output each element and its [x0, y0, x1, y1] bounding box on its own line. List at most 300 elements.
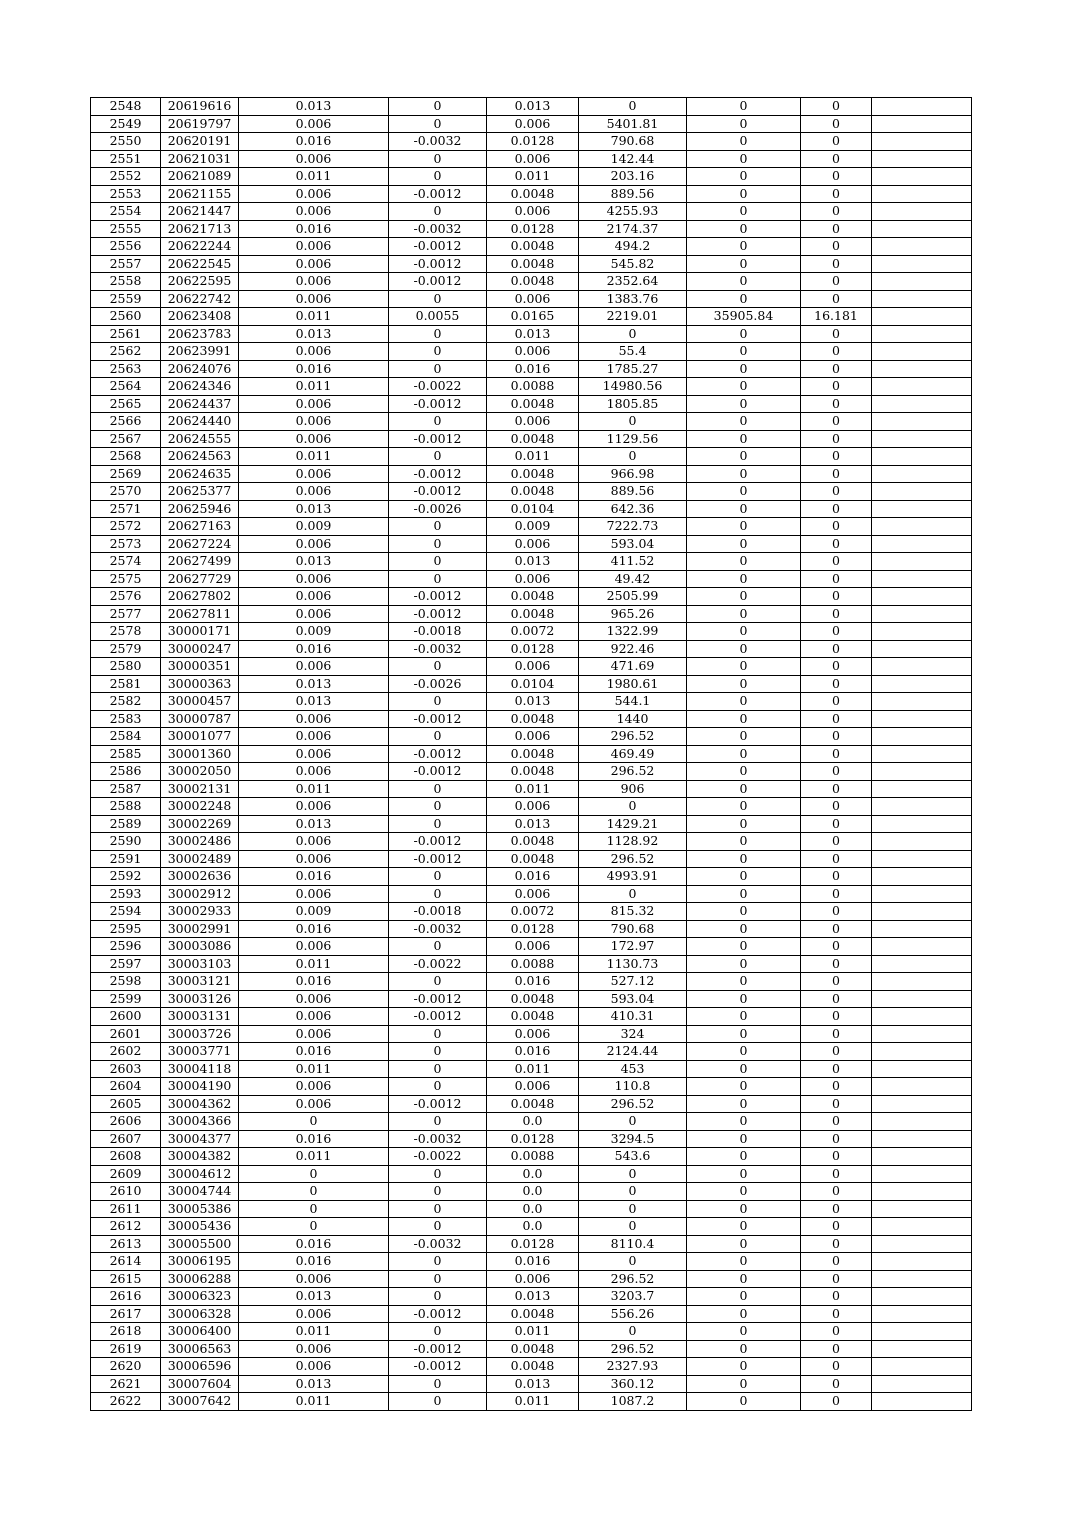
empty-cell — [872, 1043, 972, 1061]
ratio-cell: 0 — [801, 1288, 872, 1306]
amount-cell: 14980.56 — [579, 378, 687, 396]
table-row — [91, 168, 972, 186]
id-cell: 30005436 — [161, 1218, 239, 1236]
total-cell: 0 — [687, 1183, 801, 1201]
value-a-cell: 0.006 — [239, 658, 389, 676]
value-a-cell: 0.006 — [239, 465, 389, 483]
id-cell: 20625377 — [161, 483, 239, 501]
value-b-cell: 0.0048 — [487, 273, 579, 291]
empty-cell — [872, 220, 972, 238]
value-b-cell: 0.006 — [487, 343, 579, 361]
table-row — [91, 483, 972, 501]
adjust-cell: -0.0032 — [389, 1235, 487, 1253]
ratio-cell: 0 — [801, 553, 872, 571]
amount-cell: 2327.93 — [579, 1358, 687, 1376]
total-cell: 0 — [687, 675, 801, 693]
empty-cell — [872, 1025, 972, 1043]
value-a-cell: 0.011 — [239, 1393, 389, 1411]
total-cell: 0 — [687, 553, 801, 571]
id-cell: 20622742 — [161, 290, 239, 308]
id-cell: 30004366 — [161, 1113, 239, 1131]
row-index-cell: 2579 — [91, 640, 161, 658]
value-a-cell: 0.006 — [239, 395, 389, 413]
table-row — [91, 98, 972, 116]
value-b-cell: 0.011 — [487, 780, 579, 798]
id-cell: 30003086 — [161, 938, 239, 956]
value-b-cell: 0.0048 — [487, 238, 579, 256]
empty-cell — [872, 833, 972, 851]
value-a-cell: 0.006 — [239, 745, 389, 763]
ratio-cell: 0 — [801, 98, 872, 116]
id-cell: 20624563 — [161, 448, 239, 466]
total-cell: 0 — [687, 273, 801, 291]
table-row — [91, 1235, 972, 1253]
value-a-cell: 0.013 — [239, 1375, 389, 1393]
value-a-cell: 0.006 — [239, 850, 389, 868]
id-cell: 20621713 — [161, 220, 239, 238]
total-cell: 0 — [687, 1200, 801, 1218]
adjust-cell: -0.0012 — [389, 833, 487, 851]
value-a-cell: 0.011 — [239, 1323, 389, 1341]
table-row — [91, 1130, 972, 1148]
total-cell: 0 — [687, 1253, 801, 1271]
table-row — [91, 1060, 972, 1078]
row-index-cell: 2550 — [91, 133, 161, 151]
adjust-cell: 0.0055 — [389, 308, 487, 326]
total-cell: 0 — [687, 745, 801, 763]
table-row — [91, 710, 972, 728]
value-a-cell: 0.011 — [239, 168, 389, 186]
adjust-cell: 0 — [389, 885, 487, 903]
amount-cell: 1440 — [579, 710, 687, 728]
empty-cell — [872, 623, 972, 641]
value-b-cell: 0.0048 — [487, 990, 579, 1008]
ratio-cell: 0 — [801, 693, 872, 711]
adjust-cell: -0.0012 — [389, 605, 487, 623]
row-index-cell: 2572 — [91, 518, 161, 536]
total-cell: 0 — [687, 150, 801, 168]
value-a-cell: 0.011 — [239, 955, 389, 973]
total-cell: 0 — [687, 850, 801, 868]
row-index-cell: 2594 — [91, 903, 161, 921]
empty-cell — [872, 780, 972, 798]
empty-cell — [872, 1288, 972, 1306]
amount-cell: 545.82 — [579, 255, 687, 273]
total-cell: 0 — [687, 833, 801, 851]
empty-cell — [872, 553, 972, 571]
ratio-cell: 0 — [801, 675, 872, 693]
row-index-cell: 2581 — [91, 675, 161, 693]
empty-cell — [872, 920, 972, 938]
empty-cell — [872, 1218, 972, 1236]
row-index-cell: 2576 — [91, 588, 161, 606]
id-cell: 30003121 — [161, 973, 239, 991]
value-b-cell: 0.013 — [487, 325, 579, 343]
ratio-cell: 0 — [801, 973, 872, 991]
table-row — [91, 343, 972, 361]
amount-cell: 469.49 — [579, 745, 687, 763]
ratio-cell: 0 — [801, 1323, 872, 1341]
value-a-cell: 0.011 — [239, 1148, 389, 1166]
row-index-cell: 2564 — [91, 378, 161, 396]
row-index-cell: 2607 — [91, 1130, 161, 1148]
value-b-cell: 0.0 — [487, 1165, 579, 1183]
value-a-cell: 0.006 — [239, 710, 389, 728]
empty-cell — [872, 378, 972, 396]
empty-cell — [872, 325, 972, 343]
empty-cell — [872, 150, 972, 168]
total-cell: 0 — [687, 203, 801, 221]
total-cell: 0 — [687, 465, 801, 483]
amount-cell: 296.52 — [579, 1270, 687, 1288]
id-cell: 20622244 — [161, 238, 239, 256]
table-row — [91, 955, 972, 973]
table-row — [91, 273, 972, 291]
table-row — [91, 1340, 972, 1358]
amount-cell: 966.98 — [579, 465, 687, 483]
value-a-cell: 0.006 — [239, 203, 389, 221]
total-cell: 0 — [687, 518, 801, 536]
row-index-cell: 2571 — [91, 500, 161, 518]
ratio-cell: 0 — [801, 535, 872, 553]
adjust-cell: 0 — [389, 518, 487, 536]
adjust-cell: 0 — [389, 98, 487, 116]
table-row — [91, 1025, 972, 1043]
total-cell: 0 — [687, 1358, 801, 1376]
value-a-cell: 0.016 — [239, 1253, 389, 1271]
id-cell: 30006195 — [161, 1253, 239, 1271]
amount-cell: 1129.56 — [579, 430, 687, 448]
value-a-cell: 0 — [239, 1218, 389, 1236]
table-row — [91, 815, 972, 833]
total-cell: 0 — [687, 1113, 801, 1131]
empty-cell — [872, 1340, 972, 1358]
total-cell: 0 — [687, 973, 801, 991]
adjust-cell: -0.0022 — [389, 955, 487, 973]
amount-cell: 471.69 — [579, 658, 687, 676]
empty-cell — [872, 115, 972, 133]
table-row — [91, 728, 972, 746]
row-index-cell: 2566 — [91, 413, 161, 431]
ratio-cell: 0 — [801, 1305, 872, 1323]
empty-cell — [872, 693, 972, 711]
ratio-cell: 0 — [801, 728, 872, 746]
total-cell: 0 — [687, 815, 801, 833]
table-row — [91, 850, 972, 868]
ratio-cell: 0 — [801, 1095, 872, 1113]
value-b-cell: 0.0048 — [487, 255, 579, 273]
id-cell: 20624440 — [161, 413, 239, 431]
adjust-cell: -0.0012 — [389, 1340, 487, 1358]
id-cell: 20621447 — [161, 203, 239, 221]
value-a-cell: 0 — [239, 1113, 389, 1131]
adjust-cell: -0.0026 — [389, 675, 487, 693]
table-row — [91, 185, 972, 203]
total-cell: 0 — [687, 903, 801, 921]
value-a-cell: 0.011 — [239, 780, 389, 798]
table-row — [91, 658, 972, 676]
total-cell: 0 — [687, 1305, 801, 1323]
id-cell: 30002269 — [161, 815, 239, 833]
total-cell: 0 — [687, 693, 801, 711]
empty-cell — [872, 1078, 972, 1096]
value-b-cell: 0.013 — [487, 1288, 579, 1306]
value-a-cell: 0 — [239, 1183, 389, 1201]
row-index-cell: 2601 — [91, 1025, 161, 1043]
amount-cell: 296.52 — [579, 763, 687, 781]
id-cell: 20623408 — [161, 308, 239, 326]
amount-cell: 8110.4 — [579, 1235, 687, 1253]
value-a-cell: 0.013 — [239, 98, 389, 116]
table-row — [91, 780, 972, 798]
empty-cell — [872, 745, 972, 763]
empty-cell — [872, 570, 972, 588]
total-cell: 35905.84 — [687, 308, 801, 326]
ratio-cell: 0 — [801, 850, 872, 868]
row-index-cell: 2578 — [91, 623, 161, 641]
amount-cell: 593.04 — [579, 535, 687, 553]
value-a-cell: 0.006 — [239, 1358, 389, 1376]
amount-cell: 1322.99 — [579, 623, 687, 641]
table-row — [91, 308, 972, 326]
amount-cell: 453 — [579, 1060, 687, 1078]
amount-cell: 110.8 — [579, 1078, 687, 1096]
table-row — [91, 1095, 972, 1113]
value-b-cell: 0.006 — [487, 1078, 579, 1096]
id-cell: 20625946 — [161, 500, 239, 518]
total-cell: 0 — [687, 658, 801, 676]
value-a-cell: 0.006 — [239, 273, 389, 291]
amount-cell: 2352.64 — [579, 273, 687, 291]
row-index-cell: 2616 — [91, 1288, 161, 1306]
table-row — [91, 693, 972, 711]
value-b-cell: 0.0048 — [487, 465, 579, 483]
ratio-cell: 16.181 — [801, 308, 872, 326]
adjust-cell: 0 — [389, 1113, 487, 1131]
ratio-cell: 0 — [801, 1148, 872, 1166]
value-b-cell: 0.0165 — [487, 308, 579, 326]
ratio-cell: 0 — [801, 798, 872, 816]
amount-cell: 2124.44 — [579, 1043, 687, 1061]
empty-cell — [872, 430, 972, 448]
total-cell: 0 — [687, 570, 801, 588]
row-index-cell: 2549 — [91, 115, 161, 133]
row-index-cell: 2615 — [91, 1270, 161, 1288]
adjust-cell: -0.0032 — [389, 133, 487, 151]
value-b-cell: 0.0048 — [487, 483, 579, 501]
ratio-cell: 0 — [801, 1113, 872, 1131]
table-row — [91, 115, 972, 133]
amount-cell: 544.1 — [579, 693, 687, 711]
table-row — [91, 675, 972, 693]
ratio-cell: 0 — [801, 1025, 872, 1043]
id-cell: 20627163 — [161, 518, 239, 536]
table-row — [91, 1270, 972, 1288]
row-index-cell: 2548 — [91, 98, 161, 116]
value-a-cell: 0.006 — [239, 938, 389, 956]
value-a-cell: 0.011 — [239, 308, 389, 326]
table-row — [91, 553, 972, 571]
adjust-cell: -0.0022 — [389, 1148, 487, 1166]
row-index-cell: 2574 — [91, 553, 161, 571]
adjust-cell: 0 — [389, 203, 487, 221]
empty-cell — [872, 763, 972, 781]
adjust-cell: -0.0032 — [389, 220, 487, 238]
value-a-cell: 0.006 — [239, 1270, 389, 1288]
value-b-cell: 0.0128 — [487, 1235, 579, 1253]
table-row — [91, 903, 972, 921]
value-a-cell: 0.006 — [239, 1340, 389, 1358]
ratio-cell: 0 — [801, 903, 872, 921]
ratio-cell: 0 — [801, 255, 872, 273]
value-a-cell: 0.016 — [239, 868, 389, 886]
empty-cell — [872, 640, 972, 658]
ratio-cell: 0 — [801, 640, 872, 658]
total-cell: 0 — [687, 430, 801, 448]
amount-cell: 2219.01 — [579, 308, 687, 326]
amount-cell: 410.31 — [579, 1008, 687, 1026]
adjust-cell: 0 — [389, 553, 487, 571]
value-a-cell: 0.006 — [239, 570, 389, 588]
empty-cell — [872, 1130, 972, 1148]
id-cell: 30006328 — [161, 1305, 239, 1323]
value-a-cell: 0.006 — [239, 798, 389, 816]
id-cell: 30002636 — [161, 868, 239, 886]
adjust-cell: 0 — [389, 413, 487, 431]
value-b-cell: 0.0048 — [487, 710, 579, 728]
adjust-cell: 0 — [389, 1270, 487, 1288]
total-cell: 0 — [687, 133, 801, 151]
adjust-cell: 0 — [389, 448, 487, 466]
value-b-cell: 0.0048 — [487, 605, 579, 623]
ratio-cell: 0 — [801, 1253, 872, 1271]
value-a-cell: 0.009 — [239, 518, 389, 536]
ratio-cell: 0 — [801, 1375, 872, 1393]
row-index-cell: 2605 — [91, 1095, 161, 1113]
amount-cell: 1128.92 — [579, 833, 687, 851]
adjust-cell: -0.0012 — [389, 238, 487, 256]
value-b-cell: 0.011 — [487, 1393, 579, 1411]
amount-cell: 922.46 — [579, 640, 687, 658]
id-cell: 20622595 — [161, 273, 239, 291]
ratio-cell: 0 — [801, 465, 872, 483]
adjust-cell: 0 — [389, 290, 487, 308]
value-a-cell: 0.006 — [239, 115, 389, 133]
adjust-cell: 0 — [389, 1375, 487, 1393]
row-index-cell: 2618 — [91, 1323, 161, 1341]
data-table — [90, 97, 972, 1411]
table-row — [91, 885, 972, 903]
value-b-cell: 0.006 — [487, 413, 579, 431]
adjust-cell: 0 — [389, 1043, 487, 1061]
value-a-cell: 0.013 — [239, 693, 389, 711]
table-row — [91, 150, 972, 168]
amount-cell: 0 — [579, 98, 687, 116]
row-index-cell: 2558 — [91, 273, 161, 291]
row-index-cell: 2599 — [91, 990, 161, 1008]
row-index-cell: 2592 — [91, 868, 161, 886]
value-b-cell: 0.016 — [487, 360, 579, 378]
adjust-cell: -0.0012 — [389, 483, 487, 501]
ratio-cell: 0 — [801, 1393, 872, 1411]
amount-cell: 494.2 — [579, 238, 687, 256]
total-cell: 0 — [687, 220, 801, 238]
ratio-cell: 0 — [801, 378, 872, 396]
ratio-cell: 0 — [801, 658, 872, 676]
id-cell: 20620191 — [161, 133, 239, 151]
table-row — [91, 973, 972, 991]
total-cell: 0 — [687, 413, 801, 431]
amount-cell: 0 — [579, 1200, 687, 1218]
value-b-cell: 0.0048 — [487, 833, 579, 851]
value-a-cell: 0.006 — [239, 588, 389, 606]
ratio-cell: 0 — [801, 1008, 872, 1026]
row-index-cell: 2573 — [91, 535, 161, 553]
adjust-cell: -0.0012 — [389, 745, 487, 763]
id-cell: 30002131 — [161, 780, 239, 798]
empty-cell — [872, 133, 972, 151]
value-a-cell: 0.006 — [239, 728, 389, 746]
table-row — [91, 1288, 972, 1306]
amount-cell: 543.6 — [579, 1148, 687, 1166]
empty-cell — [872, 815, 972, 833]
empty-cell — [872, 1305, 972, 1323]
empty-cell — [872, 1375, 972, 1393]
empty-cell — [872, 465, 972, 483]
id-cell: 20627499 — [161, 553, 239, 571]
adjust-cell: -0.0012 — [389, 1358, 487, 1376]
total-cell: 0 — [687, 1340, 801, 1358]
id-cell: 30002050 — [161, 763, 239, 781]
value-b-cell: 0.006 — [487, 535, 579, 553]
value-b-cell: 0.011 — [487, 168, 579, 186]
value-b-cell: 0.011 — [487, 1323, 579, 1341]
empty-cell — [872, 588, 972, 606]
table-row — [91, 500, 972, 518]
row-index-cell: 2580 — [91, 658, 161, 676]
table-row — [91, 203, 972, 221]
empty-cell — [872, 605, 972, 623]
total-cell: 0 — [687, 500, 801, 518]
row-index-cell: 2563 — [91, 360, 161, 378]
value-b-cell: 0.0 — [487, 1183, 579, 1201]
value-a-cell: 0.006 — [239, 150, 389, 168]
value-b-cell: 0.006 — [487, 728, 579, 746]
adjust-cell: 0 — [389, 1200, 487, 1218]
value-a-cell: 0.011 — [239, 1060, 389, 1078]
value-b-cell: 0.0104 — [487, 500, 579, 518]
id-cell: 20624635 — [161, 465, 239, 483]
amount-cell: 593.04 — [579, 990, 687, 1008]
total-cell: 0 — [687, 1060, 801, 1078]
amount-cell: 0 — [579, 798, 687, 816]
adjust-cell: 0 — [389, 938, 487, 956]
table-body — [91, 98, 972, 1411]
adjust-cell: 0 — [389, 570, 487, 588]
id-cell: 20624346 — [161, 378, 239, 396]
row-index-cell: 2621 — [91, 1375, 161, 1393]
amount-cell: 411.52 — [579, 553, 687, 571]
amount-cell: 1980.61 — [579, 675, 687, 693]
table-row — [91, 325, 972, 343]
id-cell: 30004377 — [161, 1130, 239, 1148]
amount-cell: 3294.5 — [579, 1130, 687, 1148]
ratio-cell: 0 — [801, 868, 872, 886]
row-index-cell: 2556 — [91, 238, 161, 256]
amount-cell: 0 — [579, 1113, 687, 1131]
value-a-cell: 0.013 — [239, 815, 389, 833]
amount-cell: 5401.81 — [579, 115, 687, 133]
